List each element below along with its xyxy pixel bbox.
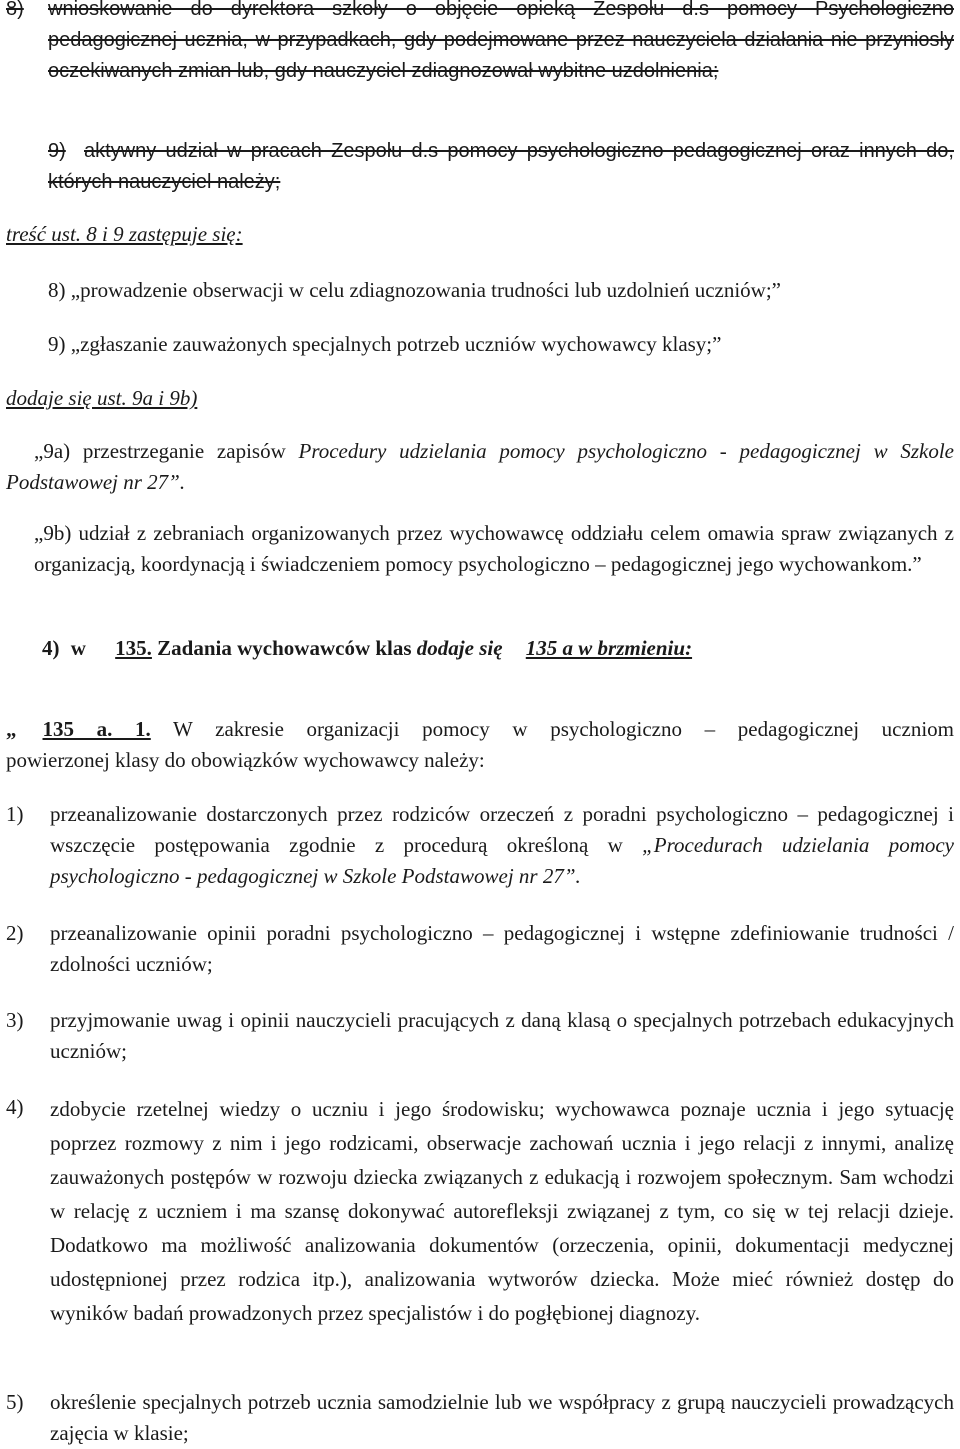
list-item-1-text (50, 799, 954, 892)
add-9b: „9b) udział z zebraniach organizowanych przez wychowawcę oddziału celem omawia spraw związanych z organizacją, koordynacją i świadczeniem pomocy psychologiczno – pedagogicznej jego wychowankom.” (34, 521, 954, 576)
list-item-4-text: zdobycie rzetelnej wiedzy o uczniu i jego środowisku; wychowawca poznaje ucznia i jego sytuację poprzez rozmowy z nim i jego rodzicami, obserwacje zachowań ucznia i jego relacji z innymi, analizę zauważonych postępów w rozwoju dziecka związanych z edukacją i rozwojem społecznym. Sam wchodzi w relację z uczniem i ma szansę dokonywać autorefleksji związanej z tym, co się w tej relacji dzieje. Dodatkowo ma możliwość analizowania dokumentów (orzeczenia, opinii, dokumentacji medycznej udostępnionej przez rodzica itp.), analizowania wytworów dziecka. Może mieć również dostęp do wyników badań prowadzonych przez specjalistów i do pogłębionej diagnozy. (50, 1097, 954, 1325)
replace-intro: treść ust. 8 i 9 zastępuje się: (6, 222, 243, 246)
section-4-heading (42, 633, 942, 664)
list-item-5 (6, 1387, 954, 1449)
list-item-5-text: określenie specjalnych potrzeb ucznia samodzielnie lub we współpracy z grupą nauczycieli prowadzących zajęcia w klasie; (50, 1390, 954, 1445)
replace-item-9 (48, 329, 948, 360)
deleted-item-8-text: wnioskowanie do dyrektora szkoły o objęcie opieką Zespołu d.s pomocy Psychologiczno pedagogicznej ucznia, w przypadkach, gdy podejmowane przez nauczyciela działania nie przyniosły oczekiwanych zmian lub, gdy nauczyciel zdiagnozował wybitne uzdolnienia; (48, 0, 954, 82)
paragraph-135a-line-1 (6, 714, 954, 745)
replace-item-9-text: „zgłaszanie zauważonych specjalnych potrzeb uczniów wychowawcy klasy;” (70, 332, 722, 356)
section-4-paragraph: 135. (115, 636, 152, 660)
list-item-2 (6, 918, 954, 980)
section-4-title: Zadania wychowawców klas (157, 636, 412, 660)
paragraph-135a-quote: „ (6, 717, 17, 741)
paragraph-135a (6, 714, 954, 776)
deleted-item-8 (6, 0, 954, 87)
list-item-2-number: 2) (6, 921, 24, 945)
add-9a (6, 436, 954, 498)
section-4-number: 4) (42, 636, 60, 660)
list-item-4 (6, 1092, 954, 1330)
section-4-w: w (70, 636, 86, 660)
paragraph-135a-number: 135 a. 1. (42, 717, 151, 741)
section-4-ref: 135 a w brzmieniu: (525, 636, 693, 660)
paragraph-135a-text-1: W zakresie organizacji pomocy w psychologiczno – pedagogicznej uczniom (173, 717, 954, 741)
paragraph-135a-line-2: powierzonej klasy do obowiązków wychowawcy należy: (6, 748, 485, 772)
list-item-1-number: 1) (6, 802, 24, 826)
list-item-5-number: 5) (6, 1390, 24, 1414)
list-item-3 (6, 1005, 954, 1067)
replace-item-8-number: 8) (48, 278, 66, 302)
list-item-1 (6, 799, 954, 892)
list-item-1-procedure-title: „Procedurach udzielania pomocy psychologiczno - pedagogicznej w Szkole Podstawowej nr 27”. (50, 833, 954, 888)
deleted-item-9 (6, 136, 954, 198)
replace-item-8 (48, 275, 948, 306)
replace-item-9-number: 9) (48, 332, 66, 356)
add-intro: dodaje się ust. 9a i 9b) (6, 386, 198, 410)
list-item-3-number: 3) (6, 1008, 24, 1032)
deleted-item-8-number: 8) (6, 0, 24, 20)
add-9a-text: „9a) przestrzeganie zapisów (34, 439, 299, 463)
section-4-action: dodaje się (416, 636, 503, 660)
add-9a-procedure-title: Procedury udzielania pomocy psychologiczno - pedagogicznej w Szkole Podstawowej nr 27”. (6, 439, 954, 494)
deleted-item-9-number: 9) (48, 140, 66, 162)
list-item-1-body: przeanalizowanie dostarczonych przez rodziców orzeczeń z poradni psychologiczno – pedagogicznej i wszczęcie postępowania zgodnie z procedurą określoną w (50, 802, 954, 857)
deleted-item-9-text: aktywny udział w pracach Zespołu d.s pomocy psychologiczno pedagogicznej oraz innych do, których nauczyciel należy; (48, 140, 954, 193)
list-item-2-text: przeanalizowanie opinii poradni psychologiczno – pedagogicznej i wstępne zdefiniowanie trudności / zdolności uczniów; (50, 921, 954, 976)
replace-item-8-text: „prowadzenie obserwacji w celu zdiagnozowania trudności lub uzdolnień uczniów;” (70, 278, 781, 302)
list-item-4-number: 4) (6, 1095, 24, 1119)
list-item-3-text: przyjmowanie uwag i opinii nauczycieli pracujących z daną klasą o specjalnych potrzebach edukacyjnych uczniów; (50, 1008, 954, 1063)
